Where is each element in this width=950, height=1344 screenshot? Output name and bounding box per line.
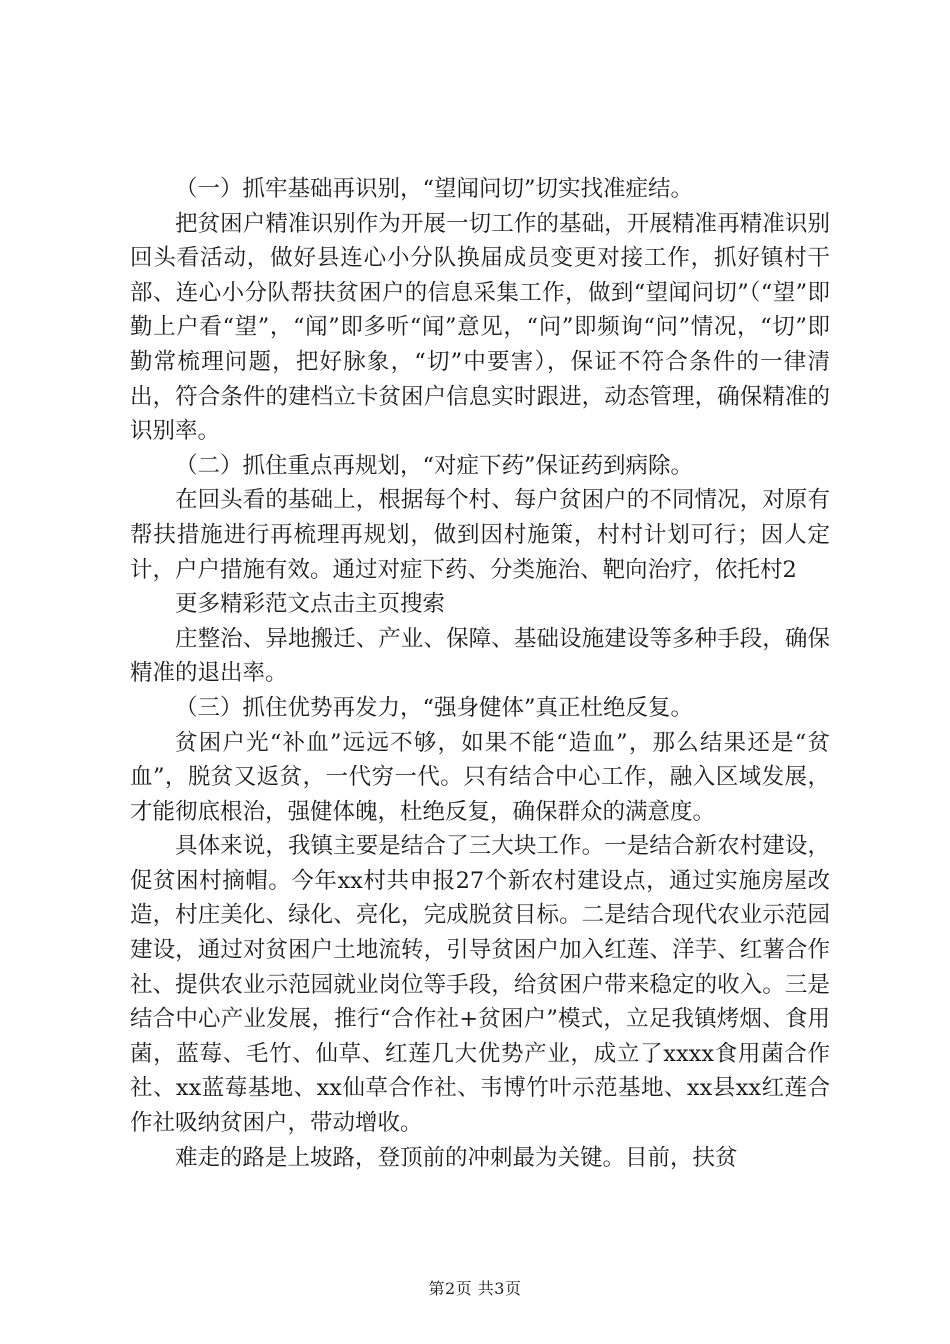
promo-line: 更多精彩范文点击主页搜索: [175, 591, 446, 618]
paragraph: 难走的路是上坡路，登顶前的冲刺最为关键。目前，扶贫: [175, 1144, 738, 1171]
paragraph: 贫困户光“补血”远远不够，如果不能“造血”，那么结果还是“贫血”，脱贫又返贫，一代穷一代。只有结合中心工作，融入区域发展，才能彻底根治，强健体魄，杜绝反复，确保群众的满意度。: [130, 729, 830, 825]
page-footer: 第2页 共3页: [428, 1279, 522, 1298]
section-heading-3: （三）抓住优势再发力，“强身健体”真正杜绝反复。: [175, 694, 694, 721]
document-body: [130, 172, 830, 1175]
section-heading-1: （一）抓牢基础再识别，“望闻问切”切实找准症结。: [175, 176, 694, 202]
paragraph: 在回头看的基础上，根据每个村、每户贫困户的不同情况，对原有帮扶措施进行再梳理再规划，做到因村施策，村村计划可行；因人定计，户户措施有效。通过对症下药、分类施治、靶向治疗，依托村2: [130, 487, 830, 583]
section-heading-2: （二）抓住重点再规划，“对症下药”保证药到病除。: [175, 452, 694, 479]
paragraph: 把贫困户精准识别作为开展一切工作的基础，开展精准再精准识别回头看活动，做好县连心小分队换届成员变更对接工作，抓好镇村干部、连心小分队帮扶贫困户的信息采集工作，做到“望闻问切”（“望”即勤上户看“望”，“闻”即多听“闻”意见，“问”即频询“问”情况，“切”即勤常梳理问题，把好脉象，“切”中要害），保证不符合条件的一律清出，符合条件的建档立卡贫困户信息实时跟进，动态管理，确保精准的识别率。: [130, 210, 830, 445]
paragraph: 具体来说，我镇主要是结合了三大块工作。一是结合新农村建设，促贫困村摘帽。今年xx村共申报27个新农村建设点，通过实施房屋改造，村庄美化、绿化、亮化，完成脱贫目标。二是结合现代农业示范园建设，通过对贫困户土地流转，引导贫困户加入红莲、洋芋、红薯合作社、提供农业示范园就业岗位等手段，给贫困户带来稳定的收入。三是结合中心产业发展，推行“合作社+贫困户”模式，立足我镇烤烟、食用菌，蓝莓、毛竹、仙草、红莲几大优势产业，成立了xxxx食用菌合作社、xx蓝莓基地、xx仙草合作社、韦博竹叶示范基地、xx县xx红莲合作社吸纳贫困户，带动增收。: [130, 833, 830, 1137]
paragraph: 庄整治、异地搬迁、产业、保障、基础设施建设等多种手段，确保精准的退出率。: [130, 625, 830, 687]
